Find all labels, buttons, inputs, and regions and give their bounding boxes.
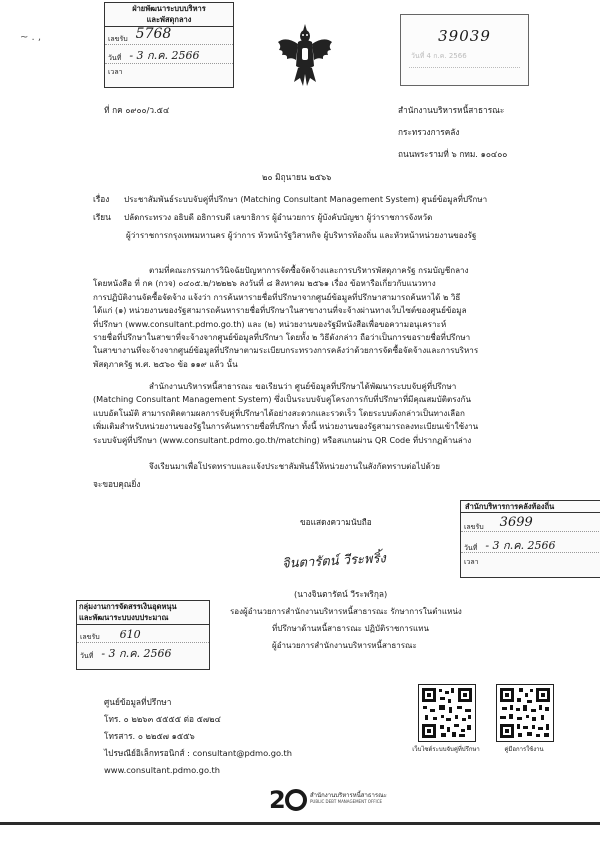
signer-title3: ผู้อำนวยการสำนักงานบริหารหนี้สาธารณะ xyxy=(272,641,417,650)
scan-edge xyxy=(0,822,600,825)
qr-pattern-icon xyxy=(497,685,553,741)
receiving-stamp-top-right xyxy=(400,14,529,86)
contact-web: www.consultant.pdmo.go.th xyxy=(104,765,221,775)
paragraph-3: จึงเรียนมาเพื่อโปรดทราบและแจ้งประชาสัมพันธ์ให้หน่วยงานในสังกัดทราบต่อไปด้วย xyxy=(149,461,441,471)
receiving-stamp-mid-left xyxy=(76,600,210,670)
to-label: เรียน xyxy=(93,212,111,222)
stamp-date-label: วันที่ xyxy=(80,652,94,660)
contact-fax: โทรสาร. ๐ ๒๒๕๗ ๑๕๕๖ xyxy=(104,731,195,741)
svg-text:2: 2 xyxy=(269,786,286,812)
sender-line3: ถนนพระรามที่ ๖ กทม. ๑๐๔๐๐ xyxy=(398,149,508,159)
qr-pattern-icon xyxy=(419,685,475,741)
garuda-emblem xyxy=(276,22,334,90)
stamp-head: สำนักบริหารการคลังท้องถิ่น xyxy=(461,501,600,513)
contact-email: ไปรษณีย์อิเล็กทรอนิกส์ : consultant@pdmo.go.th xyxy=(104,748,293,758)
paragraph-2 xyxy=(93,380,555,447)
stamp-receipt-label: เลขรับ xyxy=(108,35,128,43)
contact-unit: ศูนย์ข้อมูลที่ปรึกษา xyxy=(104,697,172,707)
stamp-date-value: - 3 ก.ค. 2566 xyxy=(485,538,556,552)
para2-line: ระบบจับคู่ที่ปรึกษา (www.consultant.pdmo.go.th/matching) หรือสแกนผ่าน QR Code ที่ปรากฏด้านล่าง xyxy=(93,434,472,445)
qr-code-user-manual[interactable] xyxy=(496,684,554,742)
para2-line: สำนักงานบริหารหนี้สาธารณะ ขอเรียนว่า ศูนย์ข้อมูลที่ปรึกษาได้พัฒนาระบบจับคู่ที่ปรึกษา xyxy=(149,381,457,391)
doc-date: ๒๐ มิถุนายน ๒๕๖๖ xyxy=(262,172,332,182)
signer-title1: รองผู้อำนวยการสำนักงานบริหารหนี้สาธารณะ รักษาการในตำแหน่ง xyxy=(230,607,462,616)
stamp-date-value: - 3 ก.ค. 2566 xyxy=(101,647,172,660)
stamp-head1: กลุ่มงานการจัดสรรเงินอุดหนุน xyxy=(79,602,177,611)
qr2-label: คู่มือการใช้งาน xyxy=(504,746,544,753)
stamp-head2: และพัฒนาระบบงบประมาณ xyxy=(77,612,209,624)
stamp-receipt-value: 5768 xyxy=(135,26,172,43)
para1-line: การปฏิบัติงานจัดซื้อจัดจ้าง แจ้งว่า การค้นหารายชื่อที่ปรึกษาจากศูนย์ข้อมูลที่ปรึกษาสามารถค้นหาได้ ๒ วิธี xyxy=(93,291,461,302)
stamp-time-label: เวลา xyxy=(108,68,123,76)
para1-line: พัสดุภาครัฐ พ.ศ. ๒๕๖๐ ข้อ ๑๑๙ แล้ว นั้น xyxy=(93,358,238,369)
logo-text: สำนักงานบริหารหนี้สาธารณะ xyxy=(310,792,387,799)
receiving-stamp-top-left xyxy=(104,2,234,88)
contact-tel: โทร. ๐ ๒๒๖๓ ๕๕๕๕ ต่อ ๕๗๒๔ xyxy=(104,714,221,724)
subject-label: เรื่อง xyxy=(93,194,110,204)
stamp-date-label: วันที่ xyxy=(108,54,122,62)
para1-line: ได้แก่ (๑) หน่วยงานของรัฐสามารถค้นหารายชื่อที่ปรึกษาในสาขางานที่จะจ้างผ่านทางเว็บไซต์ของศูนย์ข้อมูล xyxy=(93,305,467,316)
to-line2: ผู้ว่าราชการกรุงเทพมหานคร ผู้ว่าการ หัวหน้ารัฐวิสาหกิจ ผู้บริหารท้องถิ่น และหัวหน้าหน่วยงานของรัฐ xyxy=(126,230,477,240)
receiving-stamp-mid-right xyxy=(460,500,600,578)
stamp-number-value: 39039 xyxy=(438,27,491,45)
para2-line: แบบอัตโนมัติ สามารถติดตามผลการจับคู่ที่ปรึกษาได้อย่างสะดวกและรวดเร็ว โดยระบบดังกล่าวเป็นทางเลือก xyxy=(93,407,465,418)
stamp-line1: ฝ่ายพัฒนาระบบบริหาร xyxy=(132,4,206,13)
stamp-line2: และพัสดุกลาง xyxy=(105,14,233,26)
sender-line2: กระทรวงการคลัง xyxy=(398,127,460,137)
paragraph-3-cont: จะขอบคุณยิ่ง xyxy=(93,479,141,489)
doc-number: ที่ กค ๐๙๐๐/ว.๕๔ xyxy=(104,105,170,115)
pdmo-logo xyxy=(268,786,418,812)
stamp-receipt-label: เลขรับ xyxy=(464,522,484,531)
qr-code-matching-site[interactable] xyxy=(418,684,476,742)
logo-sub: PUBLIC DEBT MANAGEMENT OFFICE xyxy=(310,799,383,804)
stamp-time-label: เวลา xyxy=(464,557,479,566)
paragraph-1 xyxy=(93,264,555,371)
stamp-date-label: วันที่ xyxy=(464,543,478,552)
stamp-receipt-value: 610 xyxy=(119,628,141,641)
para2-line: (Matching Consultant Management System) ซึ่งเป็นระบบจับคู่โครงการกับที่ปรึกษาที่มีคุณสมบัติตรงกัน xyxy=(93,394,471,405)
to-line1: ปลัดกระทรวง อธิบดี อธิการบดี เลขาธิการ ผู้อำนวยการ ผู้บังคับบัญชา ผู้ว่าราชการจังหวัด xyxy=(124,212,433,222)
stamp-faint-date: วันที่ 4 ก.ค. 2566 xyxy=(411,51,467,60)
para1-line: ตามที่คณะกรรมการวินิจฉัยปัญหาการจัดซื้อจัดจ้างและการบริหารพัสดุภาครัฐ กรมบัญชีกลาง xyxy=(149,265,469,275)
closing: ขอแสดงความนับถือ xyxy=(300,517,372,527)
para2-line: เพิ่มเติมสำหรับหน่วยงานของรัฐในการค้นหารายชื่อที่ปรึกษา ทั้งนี้ หน่วยงานของรัฐสามารถลงทะเบียนเข้าใช้งาน xyxy=(93,421,479,432)
signature: จินตารัตน์ วีระพริ้ง xyxy=(281,551,387,572)
para1-line: รายชื่อที่ปรึกษาในสาขาที่จะจ้างจากศูนย์ข้อมูลที่ปรึกษา โดยทั้ง ๒ วิธีดังกล่าว ถือว่าเป็นการขอรายชื่อที่ปรึกษา xyxy=(93,332,471,343)
pdmo-20-logo-icon xyxy=(268,786,308,812)
stamp-date-value: - 3 ก.ค. 2566 xyxy=(129,49,200,62)
para1-line: ในสาขางานที่จะจ้างจากศูนย์ข้อมูลที่ปรึกษาตามระเบียบกระทรวงการคลังว่าด้วยการจัดซื้อจัดจ้างและการบริหาร xyxy=(93,345,479,356)
scan-mark: ~ . , xyxy=(20,32,42,43)
sender-line1: สำนักงานบริหารหนี้สาธารณะ xyxy=(398,105,505,115)
signer-name: (นางจินตารัตน์ วีระพริกุล) xyxy=(294,589,388,599)
para1-line: ที่ปรึกษา (www.consultant.pdmo.go.th) และ (๒) หน่วยงานของรัฐมีหนังสือเพื่อขอความอนุเคราะห์ xyxy=(93,318,447,329)
para1-line: โดยหนังสือ ที่ กค (กวจ) ๐๔๐๕.๒/ว๒๒๒๖ ลงวันที่ ๘ สิงหาคม ๒๕๖๑ เรื่อง ข้อหารือเกี่ยวกับแนวทาง xyxy=(93,278,436,289)
stamp-receipt-value: 3699 xyxy=(499,515,533,531)
stamp-receipt-label: เลขรับ xyxy=(80,633,100,641)
qr1-label: เว็บไซต์ระบบจับคู่ที่ปรึกษา xyxy=(412,746,480,753)
subject-text: ประชาสัมพันธ์ระบบจับคู่ที่ปรึกษา (Matching Consultant Management System) ศูนย์ข้อมูลที่ปรึกษา xyxy=(124,194,488,204)
signer-title2: ที่ปรึกษาด้านหนี้สาธารณะ ปฏิบัติราชการแทน xyxy=(272,624,429,633)
